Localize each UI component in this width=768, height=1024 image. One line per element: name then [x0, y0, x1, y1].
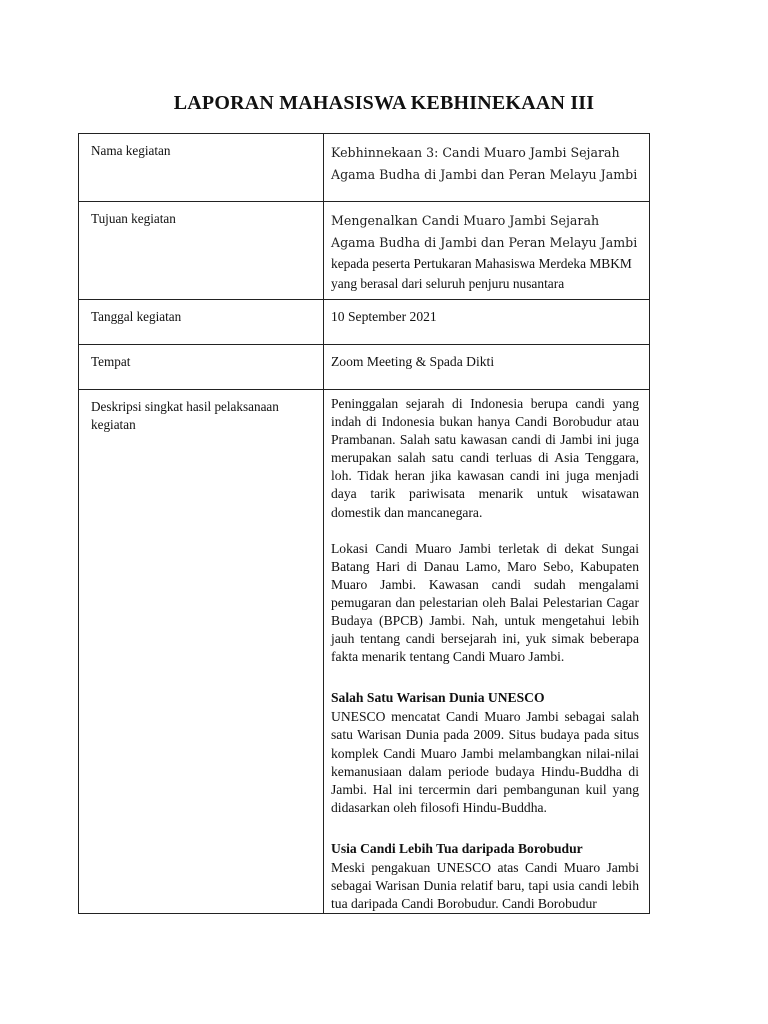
value-nama-kegiatan: Kebhinnekaan 3: Candi Muaro Jambi Sejarah Agama Budha di Jambi dan Peran Melayu Jambi	[331, 145, 638, 182]
value-tujuan-part2: kepada peserta Pertukaran Mahasiswa Merdeka MBKM yang berasal dari seluruh penjuru nusantara	[331, 256, 632, 291]
report-table	[78, 133, 650, 914]
deskripsi-paragraph-2: Lokasi Candi Muaro Jambi terletak di dekat Sungai Batang Hari di Danau Lamo, Maro Sebo, Kabupaten Muaro Jambi. Kawasan candi sudah mengalami pemugaran dan pelestarian oleh Balai Pelestarian Cagar Budaya (BPCB) Jambi. Nah, untuk mengetahui lebih jauh tentang candi bersejarah ini, yuk simak beberapa fakta menarik tentang Candi Muaro Jambi.	[331, 540, 639, 665]
row-tanggal-kegiatan	[79, 300, 650, 345]
row-deskripsi	[79, 390, 650, 914]
cell-deskripsi	[324, 390, 650, 914]
label-tempat: Tempat	[79, 345, 324, 390]
deskripsi-heading-1: Salah Satu Warisan Dunia UNESCO	[331, 690, 545, 706]
report-title: LAPORAN MAHASISWA KEBHINEKAAN III	[173, 92, 595, 114]
label-tanggal-kegiatan: Tanggal kegiatan	[79, 300, 324, 345]
value-tempat: Zoom Meeting & Spada Dikti	[324, 345, 650, 390]
deskripsi-paragraph-1: Peninggalan sejarah di Indonesia berupa candi yang indah di Indonesia bukan hanya Candi Borobudur atau Prambanan. Salah satu kawasan candi di Jambi ini juga merupakan salah satu candi terluas di Asia Tenggara, loh. Tidak heran jika kawasan candi ini juga menjadi daya tarik pariwisata menarik untuk wisatawan domestik dan mancanegara.	[331, 396, 639, 520]
row-tempat	[79, 345, 650, 390]
label-nama-kegiatan: Nama kegiatan	[79, 134, 324, 202]
deskripsi-paragraph-4: Meski pengakuan UNESCO atas Candi Muaro Jambi sebagai Warisan Dunia relatif baru, tapi usia candi lebih tua daripada Candi Borobudur. Candi Borobudur	[331, 859, 639, 912]
value-tanggal-kegiatan: 10 September 2021	[324, 300, 650, 345]
row-tujuan-kegiatan	[79, 202, 650, 300]
deskripsi-paragraph-3: UNESCO mencatat Candi Muaro Jambi sebagai salah satu Warisan Dunia pada 2009. Situs budaya pada situs komplek Candi Muaro Jambi melambangkan nilai-nilai kemanusiaan dalam periode budaya Hindu-Buddha di Jambi. Hal ini tercermin dari pembangunan kuil yang didasarkan oleh filosofi Hindu-Buddha.	[331, 709, 639, 815]
value-tujuan-part1: Mengenalkan Candi Muaro Jambi Sejarah Agama Budha di Jambi dan Peran Melayu Jambi	[331, 213, 638, 250]
deskripsi-heading-2: Usia Candi Lebih Tua daripada Borobudur	[331, 840, 583, 856]
cell-tujuan-kegiatan	[324, 202, 650, 300]
label-tujuan-kegiatan: Tujuan kegiatan	[79, 202, 324, 300]
label-deskripsi: Deskripsi singkat hasil pelaksanaan kegiatan	[79, 390, 324, 914]
row-nama-kegiatan	[79, 134, 650, 202]
cell-nama-kegiatan	[324, 134, 650, 202]
